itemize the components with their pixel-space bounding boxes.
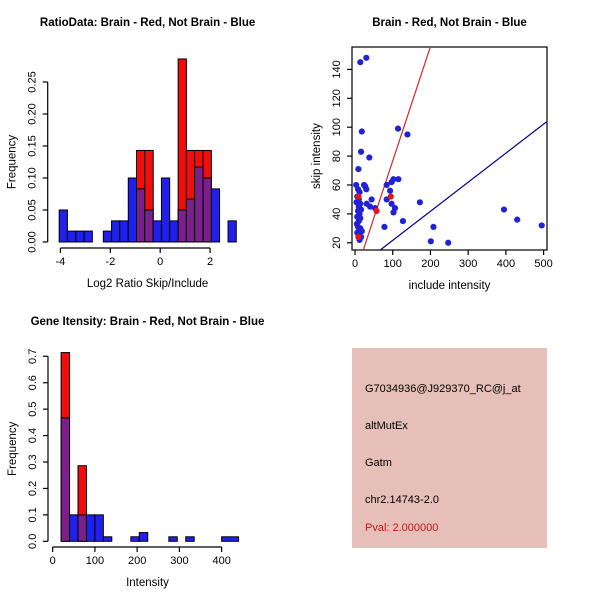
hist-bar-overlap — [145, 210, 153, 242]
gene-info-card — [352, 348, 547, 548]
data-point-dot_blue — [369, 196, 375, 202]
data-point-dot_blue — [381, 224, 387, 230]
x-tick-label: 500 — [534, 258, 553, 270]
data-point-dot_blue — [363, 55, 369, 61]
hist_gene-xlabel: Intensity — [126, 577, 169, 589]
hist-bar-blue — [131, 537, 139, 541]
hist-bar-blue — [170, 221, 178, 242]
data-point-dot_blue — [395, 176, 401, 182]
hist-bar-blue — [139, 533, 147, 542]
scatter-xlabel: include intensity — [408, 280, 491, 292]
panel-hist_ratio — [7, 17, 256, 290]
x-tick-label: 100 — [85, 555, 105, 567]
data-point-dot_blue — [355, 166, 361, 172]
hist-bar-blue — [86, 515, 94, 541]
data-point-dot_blue — [501, 206, 507, 212]
hist-bar-blue — [228, 221, 236, 242]
hist-bar-overlap — [203, 178, 211, 242]
hist-bar-overlap — [61, 418, 69, 541]
data-point-dot_blue — [366, 154, 372, 160]
hist-bar-overlap — [78, 515, 86, 541]
y-tick-label: 0.00 — [26, 231, 39, 253]
data-point-dot_blue — [445, 240, 451, 246]
gene-symbol-text: Gatm — [365, 457, 392, 469]
x-tick-label: 300 — [170, 555, 189, 567]
hist-bar-blue — [128, 178, 136, 242]
x-tick-label: -4 — [55, 256, 66, 268]
hist-bar-blue — [120, 221, 128, 242]
x-tick-label: 400 — [496, 258, 516, 270]
data-point-dot_blue — [400, 218, 406, 224]
hist-bar-blue — [59, 210, 67, 242]
y-tick-label: 60 — [331, 178, 343, 192]
hist-bar-overlap — [195, 167, 203, 242]
y-tick-label: 0.5 — [27, 401, 39, 417]
hist-bar-blue — [103, 231, 111, 242]
data-point-dot_red — [373, 208, 379, 214]
y-tick-label: 120 — [331, 89, 343, 108]
data-point-dot_blue — [430, 224, 436, 230]
scatter-title: Brain - Red, Not Brain - Blue — [372, 17, 527, 29]
probe-id-text: G7034936@J929370_RC@j_at — [365, 383, 521, 395]
y-tick-label: 140 — [331, 60, 343, 79]
data-point-dot_blue — [359, 128, 365, 134]
brain-fit-line — [361, 35, 435, 258]
x-tick-label: 400 — [212, 555, 231, 567]
hist-bar-blue — [67, 231, 75, 242]
hist-bar-blue — [211, 189, 219, 242]
x-tick-label: 200 — [421, 258, 440, 270]
data-point-dot_blue — [428, 238, 434, 244]
y-tick-label: 0.1 — [27, 507, 39, 523]
y-tick-label: 40 — [331, 207, 343, 221]
data-point-dot_red — [355, 234, 361, 240]
hist-bar-blue — [169, 537, 177, 541]
hist-bar-blue — [103, 537, 111, 541]
y-tick-label: 0.20 — [26, 103, 39, 125]
data-point-dot_blue — [390, 209, 396, 215]
hist-bar-blue — [84, 231, 92, 242]
hist_ratio-xlabel: Log2 Ratio Skip/Include — [86, 278, 209, 290]
y-tick-label: 0.7 — [27, 348, 39, 364]
y-tick-label: 0.4 — [27, 427, 39, 444]
data-point-dot_blue — [357, 59, 363, 65]
chromosome-location-text: chr2.14743-2.0 — [365, 494, 439, 506]
y-tick-label: 0.25 — [26, 71, 39, 93]
panel-scatter — [311, 17, 561, 292]
data-point-dot_red — [355, 193, 361, 199]
data-point-dot_red — [388, 193, 394, 199]
x-tick-label: 100 — [383, 258, 402, 270]
hist-bar-blue — [186, 537, 194, 541]
y-tick-label: 0.10 — [26, 167, 39, 189]
data-point-dot_blue — [387, 188, 393, 194]
y-tick-label: 100 — [331, 118, 343, 137]
data-point-dot_blue — [395, 126, 401, 132]
y-tick-label: 80 — [331, 149, 343, 163]
x-tick-label: 2 — [207, 256, 214, 268]
x-tick-label: 0 — [49, 555, 56, 567]
panel-hist_gene — [7, 316, 264, 589]
x-tick-label: 300 — [458, 258, 478, 270]
hist_ratio-title: RatioData: Brain - Red, Not Brain - Blue — [39, 17, 256, 29]
data-point-dot_blue — [404, 131, 410, 137]
scatter-ylabel: skip intensity — [311, 123, 323, 190]
x-tick-label: 0 — [157, 256, 164, 268]
data-point-dot_blue — [417, 199, 423, 205]
hist-bar-blue — [70, 515, 78, 541]
hist_gene-ylabel: Frequency — [7, 421, 19, 476]
hist_gene-title: Gene Itensity: Brain - Red, Not Brain - Blue — [30, 316, 265, 328]
data-point-dot_blue — [539, 222, 545, 228]
x-tick-label: -2 — [105, 256, 116, 268]
hist-bar-blue — [153, 221, 161, 242]
y-tick-label: 0.05 — [26, 199, 39, 221]
hist-bar-blue — [76, 231, 84, 242]
y-tick-label: 0.2 — [27, 480, 39, 497]
analysis-type-text: altMutEx — [365, 420, 408, 432]
hist-bar-blue — [161, 178, 169, 242]
x-tick-label: 0 — [351, 258, 359, 270]
y-tick-label: 20 — [331, 236, 343, 249]
y-tick-label: 0.6 — [27, 375, 39, 391]
data-point-dot_blue — [363, 186, 369, 192]
y-tick-label: 0.3 — [27, 454, 39, 470]
data-point-dot_blue — [358, 149, 364, 155]
y-tick-label: 0.0 — [27, 533, 39, 549]
hist-bar-blue — [222, 537, 239, 541]
hist-bar-overlap — [186, 199, 194, 242]
hist-bar-blue — [95, 515, 103, 541]
hist-bar-overlap — [137, 189, 145, 242]
pvalue-text: Pval: 2.000000 — [365, 522, 439, 534]
x-tick-label: 200 — [127, 555, 147, 567]
hist-bar-overlap — [178, 210, 186, 242]
data-point-dot_blue — [514, 217, 520, 223]
data-point-dot_blue — [364, 201, 370, 207]
hist_ratio-ylabel: Frequency — [6, 134, 19, 190]
y-tick-label: 0.15 — [26, 135, 39, 157]
hist-bar-blue — [112, 221, 120, 242]
